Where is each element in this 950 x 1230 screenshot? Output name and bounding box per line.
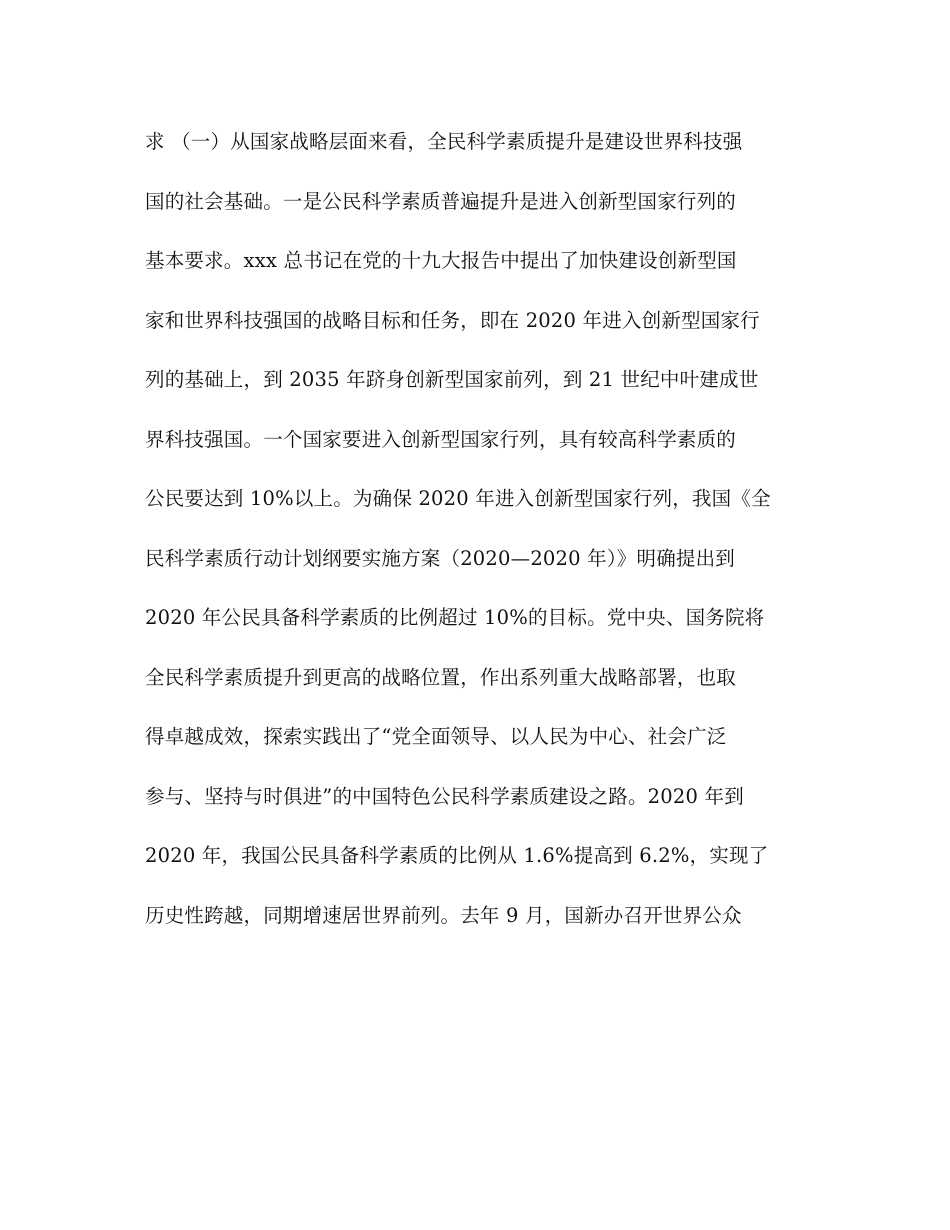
text-line: 2020 年公民具备科学素质的比例超过 10%的目标。党中央、国务院将 bbox=[145, 606, 765, 629]
text-line: 求 （一）从国家战略层面来看，全民科学素质提升是建设世界科技强 bbox=[145, 130, 743, 153]
text-line: 历史性跨越，同期增速居世界前列。去年 9 月，国新办召开世界公众 bbox=[145, 903, 742, 927]
text-line: 国的社会基础。一是公民科学素质普遍提升是进入创新型国家行列的 bbox=[145, 189, 737, 213]
text-line: 全民科学素质提升到更高的战略位置，作出系列重大战略部署，也取 bbox=[145, 665, 737, 689]
text-line: 家和世界科技强国的战略目标和任务，即在 2020 年进入创新型国家行 bbox=[145, 308, 760, 332]
text-line: 公民要达到 10%以上。为确保 2020 年进入创新型国家行列，我国《全 bbox=[145, 487, 771, 510]
text-line: 界科技强国。一个国家要进入创新型国家行列，具有较高科学素质的 bbox=[145, 427, 737, 451]
text-line: 列的基础上，到 2035 年跻身创新型国家前列，到 21 世纪中叶建成世 bbox=[145, 368, 759, 391]
text-line: 基本要求。xxx 总书记在党的十九大报告中提出了加快建设创新型国 bbox=[145, 249, 737, 272]
text-line: 得卓越成效，探索实践出了“党全面领导、以人民为中心、社会广泛 bbox=[145, 725, 727, 748]
body-paragraph bbox=[145, 122, 815, 955]
text-line: 民科学素质行动计划纲要实施方案（2020—2020 年）》明确提出到 bbox=[145, 546, 736, 570]
text-line: 参与、坚持与时俱进”的中国特色公民科学素质建设之路。2020 年到 bbox=[145, 784, 744, 808]
text-line: 2020 年，我国公民具备科学素质的比例从 1.6%提高到 6.2%，实现了 bbox=[145, 844, 769, 867]
